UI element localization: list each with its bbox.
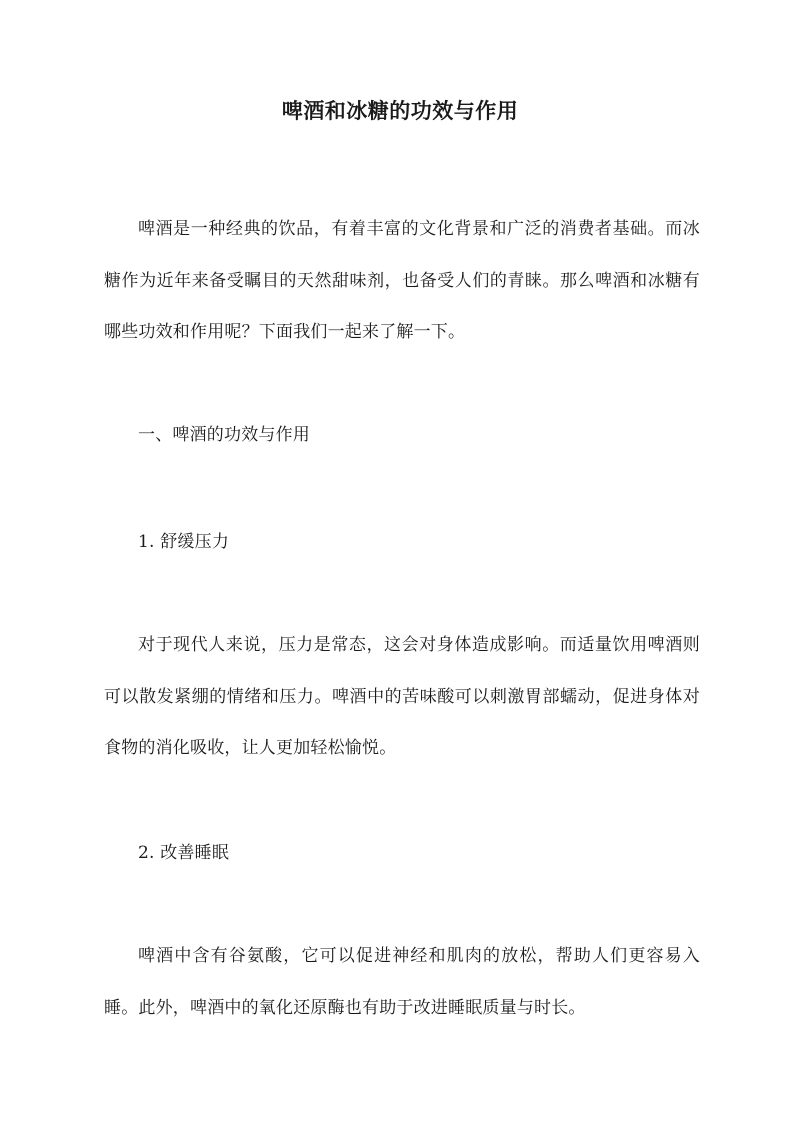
paragraph-improve-sleep: 啤酒中含有谷氨酸，它可以促进神经和肌肉的放松，帮助人们更容易入睡。此外，啤酒中的氧化还原酶也有助于改进睡眠质量与时长。 <box>104 946 700 1018</box>
document-title: 啤酒和冰糖的功效与作用 <box>281 98 519 123</box>
paragraph-relieve-stress: 对于现代人来说，压力是常态，这会对身体造成影响。而适量饮用啤酒则可以散发紧绷的情绪和压力。啤酒中的苦味酸可以刺激胃部蠕动，促进身体对食物的消化吸收，让人更加轻松愉悦。 <box>104 635 700 758</box>
section-heading-beer: 一、啤酒的功效与作用 <box>138 425 310 445</box>
subheading-improve-sleep: 2. 改善睡眠 <box>138 843 230 863</box>
intro-paragraph: 啤酒是一种经典的饮品，有着丰富的文化背景和广泛的消费者基础。而冰糖作为近年来备受瞩目的天然甜味剂，也备受人们的青睐。那么啤酒和冰糖有哪些功效和作用呢？下面我们一起来了解一下。 <box>104 219 700 342</box>
subheading-relieve-stress: 1. 舒缓压力 <box>138 532 230 552</box>
